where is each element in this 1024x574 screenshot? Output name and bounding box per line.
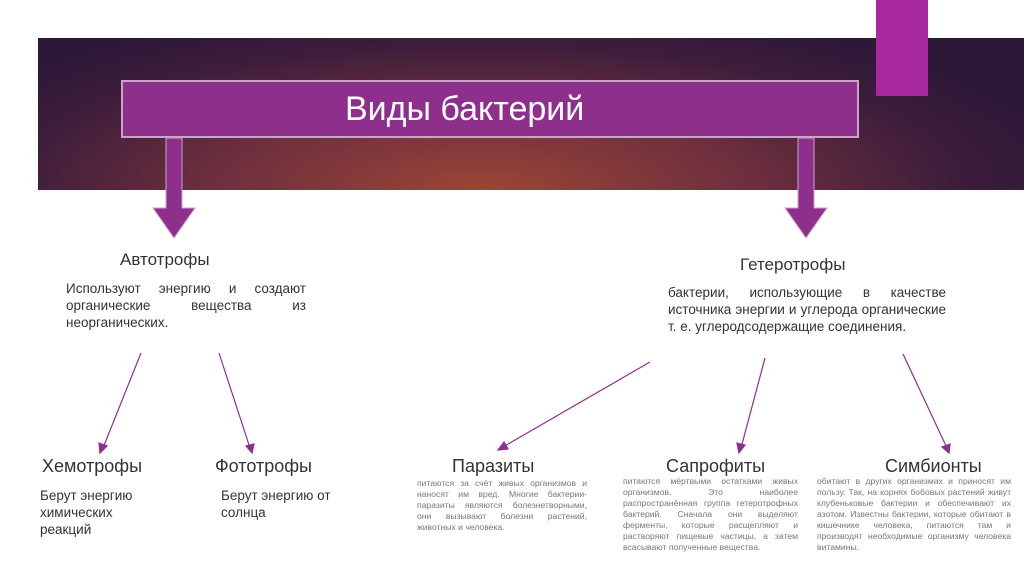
symbionts-label: Симбионты <box>885 456 982 476</box>
title-box <box>121 80 859 138</box>
symbionts-description: обитают в других организмах и приносят им пользу. Так, на корнях бобовых растений живут клубеньковые бактерии и обеспечивают их азотом. Известны бактерии, которые обитают в кишечнике человека, питаются там и производят необходимые организму человека витамины. <box>817 476 1011 552</box>
saprophytes-description: питаются мёртвыми остатками живых организмов. Это наиболее распространённая группа гетеротрофных бактерий. Сначала они выделяют ферменты, которые расщепляют и растворяют пищевые частицы, а затем всасывают полученные вещества. <box>623 476 798 552</box>
heterotrophs-label: Гетеротрофы <box>740 255 846 274</box>
arrow-to-chemotrophs <box>103 353 141 448</box>
arrow-to-autotrophs <box>153 138 195 238</box>
chemotrophs-label: Хемотрофы <box>42 456 143 476</box>
autotrophs-description: Используют энергию и создают органические вещества из неорганических. <box>66 281 306 330</box>
parasites-description: питаются за счёт живых организмов и наносят им вред. Многие бактерии-паразиты являются болезнетворными, они вызывают болезни растений, животных и человека. <box>417 478 587 532</box>
heterotrophs-description: бактерии, использующие в качестве источника энергии и углерода органические т. е. углеродсодержащие соединения. <box>668 285 946 334</box>
arrow-to-saprophytes <box>741 358 765 448</box>
autotrophs-label: Автотрофы <box>120 250 210 269</box>
arrow-to-parasites <box>503 362 650 447</box>
phototrophs-label: Фототрофы <box>215 456 312 476</box>
chemotrophs-description: Берут энергию химических реакций <box>40 488 133 537</box>
arrow-to-heterotrophs <box>785 138 827 238</box>
arrow-to-phototrophs <box>219 353 250 448</box>
saprophytes-label: Сапрофиты <box>666 456 766 476</box>
parasites-label: Паразиты <box>452 456 535 476</box>
arrow-to-symbionts <box>903 354 947 448</box>
phototrophs-description: Берут энергию от солнца <box>221 488 331 520</box>
page-title: Виды бактерий <box>345 90 585 128</box>
